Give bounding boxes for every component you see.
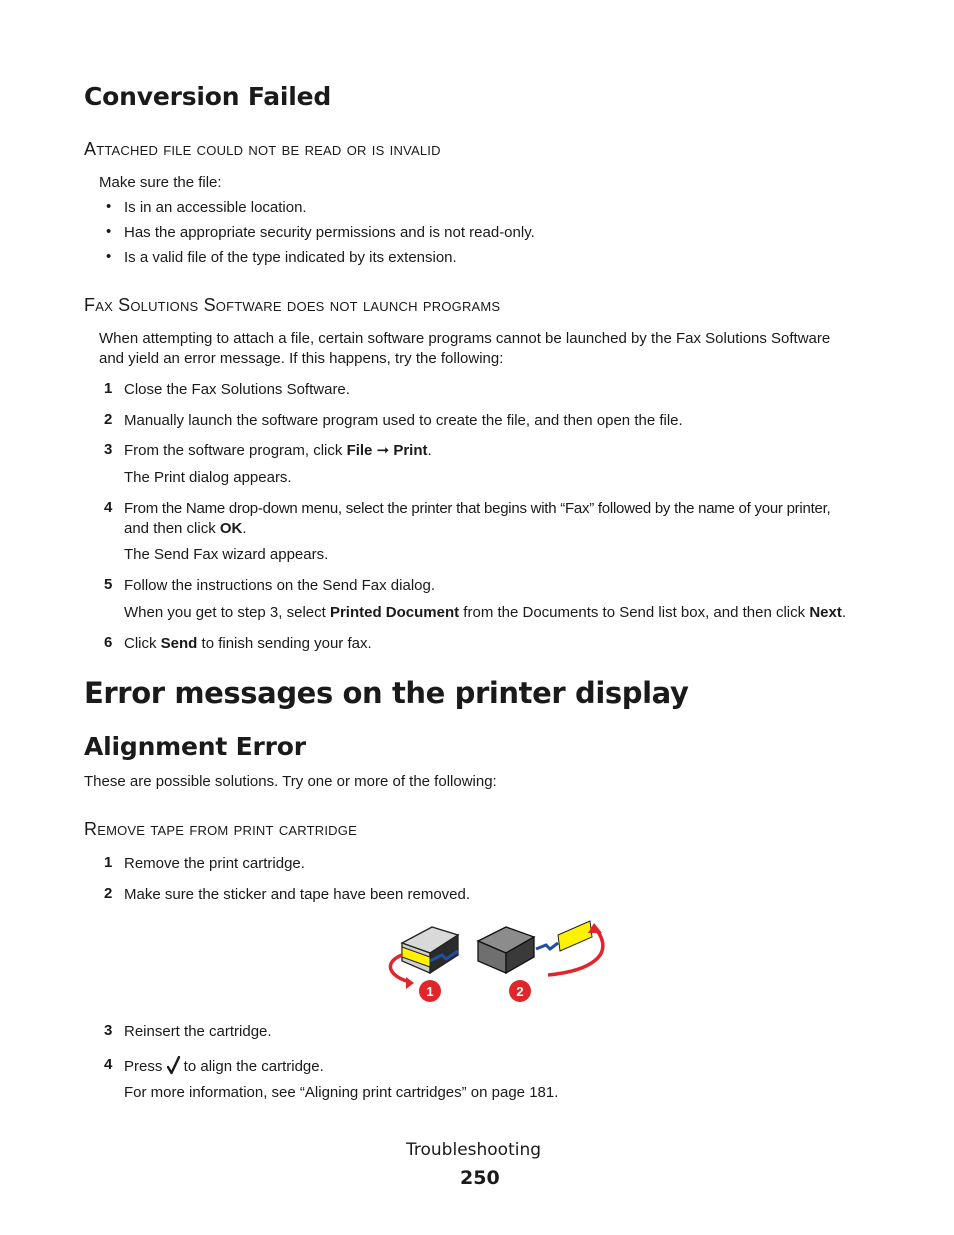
step-number: 1: [104, 380, 113, 397]
step-text-continued: [124, 519, 247, 539]
step-text-pre: Click: [124, 635, 161, 652]
step-text: Remove the print cartridge.: [124, 855, 305, 872]
footer-chapter-label: Troubleshooting: [406, 1140, 542, 1160]
section-title-error-messages: Error messages on the printer display: [84, 676, 689, 710]
step-text-post: .: [242, 520, 247, 537]
subheading-fax-software: Fax Solutions Software does not launch programs: [84, 295, 501, 315]
step-text: Manually launch the software program used to create the file, and then open the file.: [124, 412, 683, 429]
list-item: Has the appropriate security permissions and is not read-only.: [124, 224, 535, 241]
step-number: 5: [104, 576, 113, 593]
ok-label: OK: [219, 520, 243, 537]
fax-intro-line1: When attempting to attach a file, certain software programs cannot be launched by the Fax Solutions Software: [99, 330, 831, 347]
step-text: Reinsert the cartridge.: [124, 1023, 272, 1040]
tape-sticker-icon: [558, 921, 592, 951]
step-text-post: to align the cartridge.: [179, 1058, 324, 1075]
section-title-alignment-error: Alignment Error: [84, 732, 306, 761]
note-mid: from the Documents to Send list box, and then click: [459, 604, 810, 621]
fax-intro-line2: and yield an error message. If this happens, try the following:: [99, 350, 504, 367]
menu-file: File: [346, 442, 373, 459]
step-number: 1: [104, 854, 113, 871]
step-text: [124, 634, 372, 654]
step-text: [124, 1056, 324, 1077]
step-number: 3: [104, 441, 113, 458]
step-text-pre: and then click: [124, 520, 220, 537]
section-title-conversion-failed: Conversion Failed: [84, 82, 332, 111]
step-text-post: .: [427, 442, 432, 459]
alignment-intro: These are possible solutions. Try one or more of the following:: [84, 773, 497, 790]
footer-page-number: 250: [460, 1167, 500, 1189]
menu-print: Print: [393, 442, 428, 459]
step-note: [124, 603, 846, 623]
tape-strip-icon: [536, 943, 558, 949]
step-note: The Send Fax wizard appears.: [124, 546, 329, 563]
step-number: 4: [104, 1056, 113, 1073]
note-post: .: [841, 604, 846, 621]
step-number: 2: [104, 411, 113, 428]
step-note: For more information, see “Aligning print cartridges” on page 181.: [124, 1084, 559, 1101]
callout-1-label: 1: [426, 984, 434, 999]
cartridge-icon: [478, 927, 534, 973]
bullet-icon: •: [106, 198, 112, 215]
subheading-attached-file: Attached file could not be read or is invalid: [84, 139, 441, 159]
step-text-pre: From the software program, click: [124, 442, 347, 459]
note-pre: When you get to step 3, select: [124, 604, 330, 621]
list-item: Is a valid file of the type indicated by its extension.: [124, 249, 457, 266]
bullet-icon: •: [106, 223, 112, 240]
step-text: [124, 441, 432, 461]
printed-document-label: Printed Document: [329, 604, 460, 621]
send-label: Send: [160, 635, 198, 652]
step-text-post: to finish sending your fax.: [197, 635, 372, 652]
callout-2-label: 2: [516, 984, 524, 999]
step-text-pre: Press: [124, 1058, 167, 1075]
step-number: 6: [104, 634, 113, 651]
list-item: Is in an accessible location.: [124, 199, 307, 216]
arrow-right-icon: ➞: [376, 442, 390, 459]
step-text: Make sure the sticker and tape have been removed.: [124, 886, 471, 903]
attached-intro: Make sure the file:: [99, 174, 222, 191]
step-note: The Print dialog appears.: [124, 469, 292, 486]
step-text: Close the Fax Solutions Software.: [124, 381, 350, 398]
step-number: 2: [104, 885, 113, 902]
next-label: Next: [809, 604, 842, 621]
cartridge-illustration: [380, 915, 612, 1007]
arrow-head-icon: [406, 977, 414, 989]
checkmark-icon: [167, 1056, 180, 1076]
subheading-remove-tape: Remove tape from print cartridge: [84, 819, 357, 839]
step-text: From the Name drop-down menu, select the printer that begins with “Fax” followed by the name of your printer,: [124, 500, 831, 517]
step-text: Follow the instructions on the Send Fax dialog.: [124, 577, 436, 594]
step-number: 3: [104, 1022, 113, 1039]
cartridge-with-tape-icon: [402, 927, 458, 973]
bullet-icon: •: [106, 248, 112, 265]
step-number: 4: [104, 499, 113, 516]
